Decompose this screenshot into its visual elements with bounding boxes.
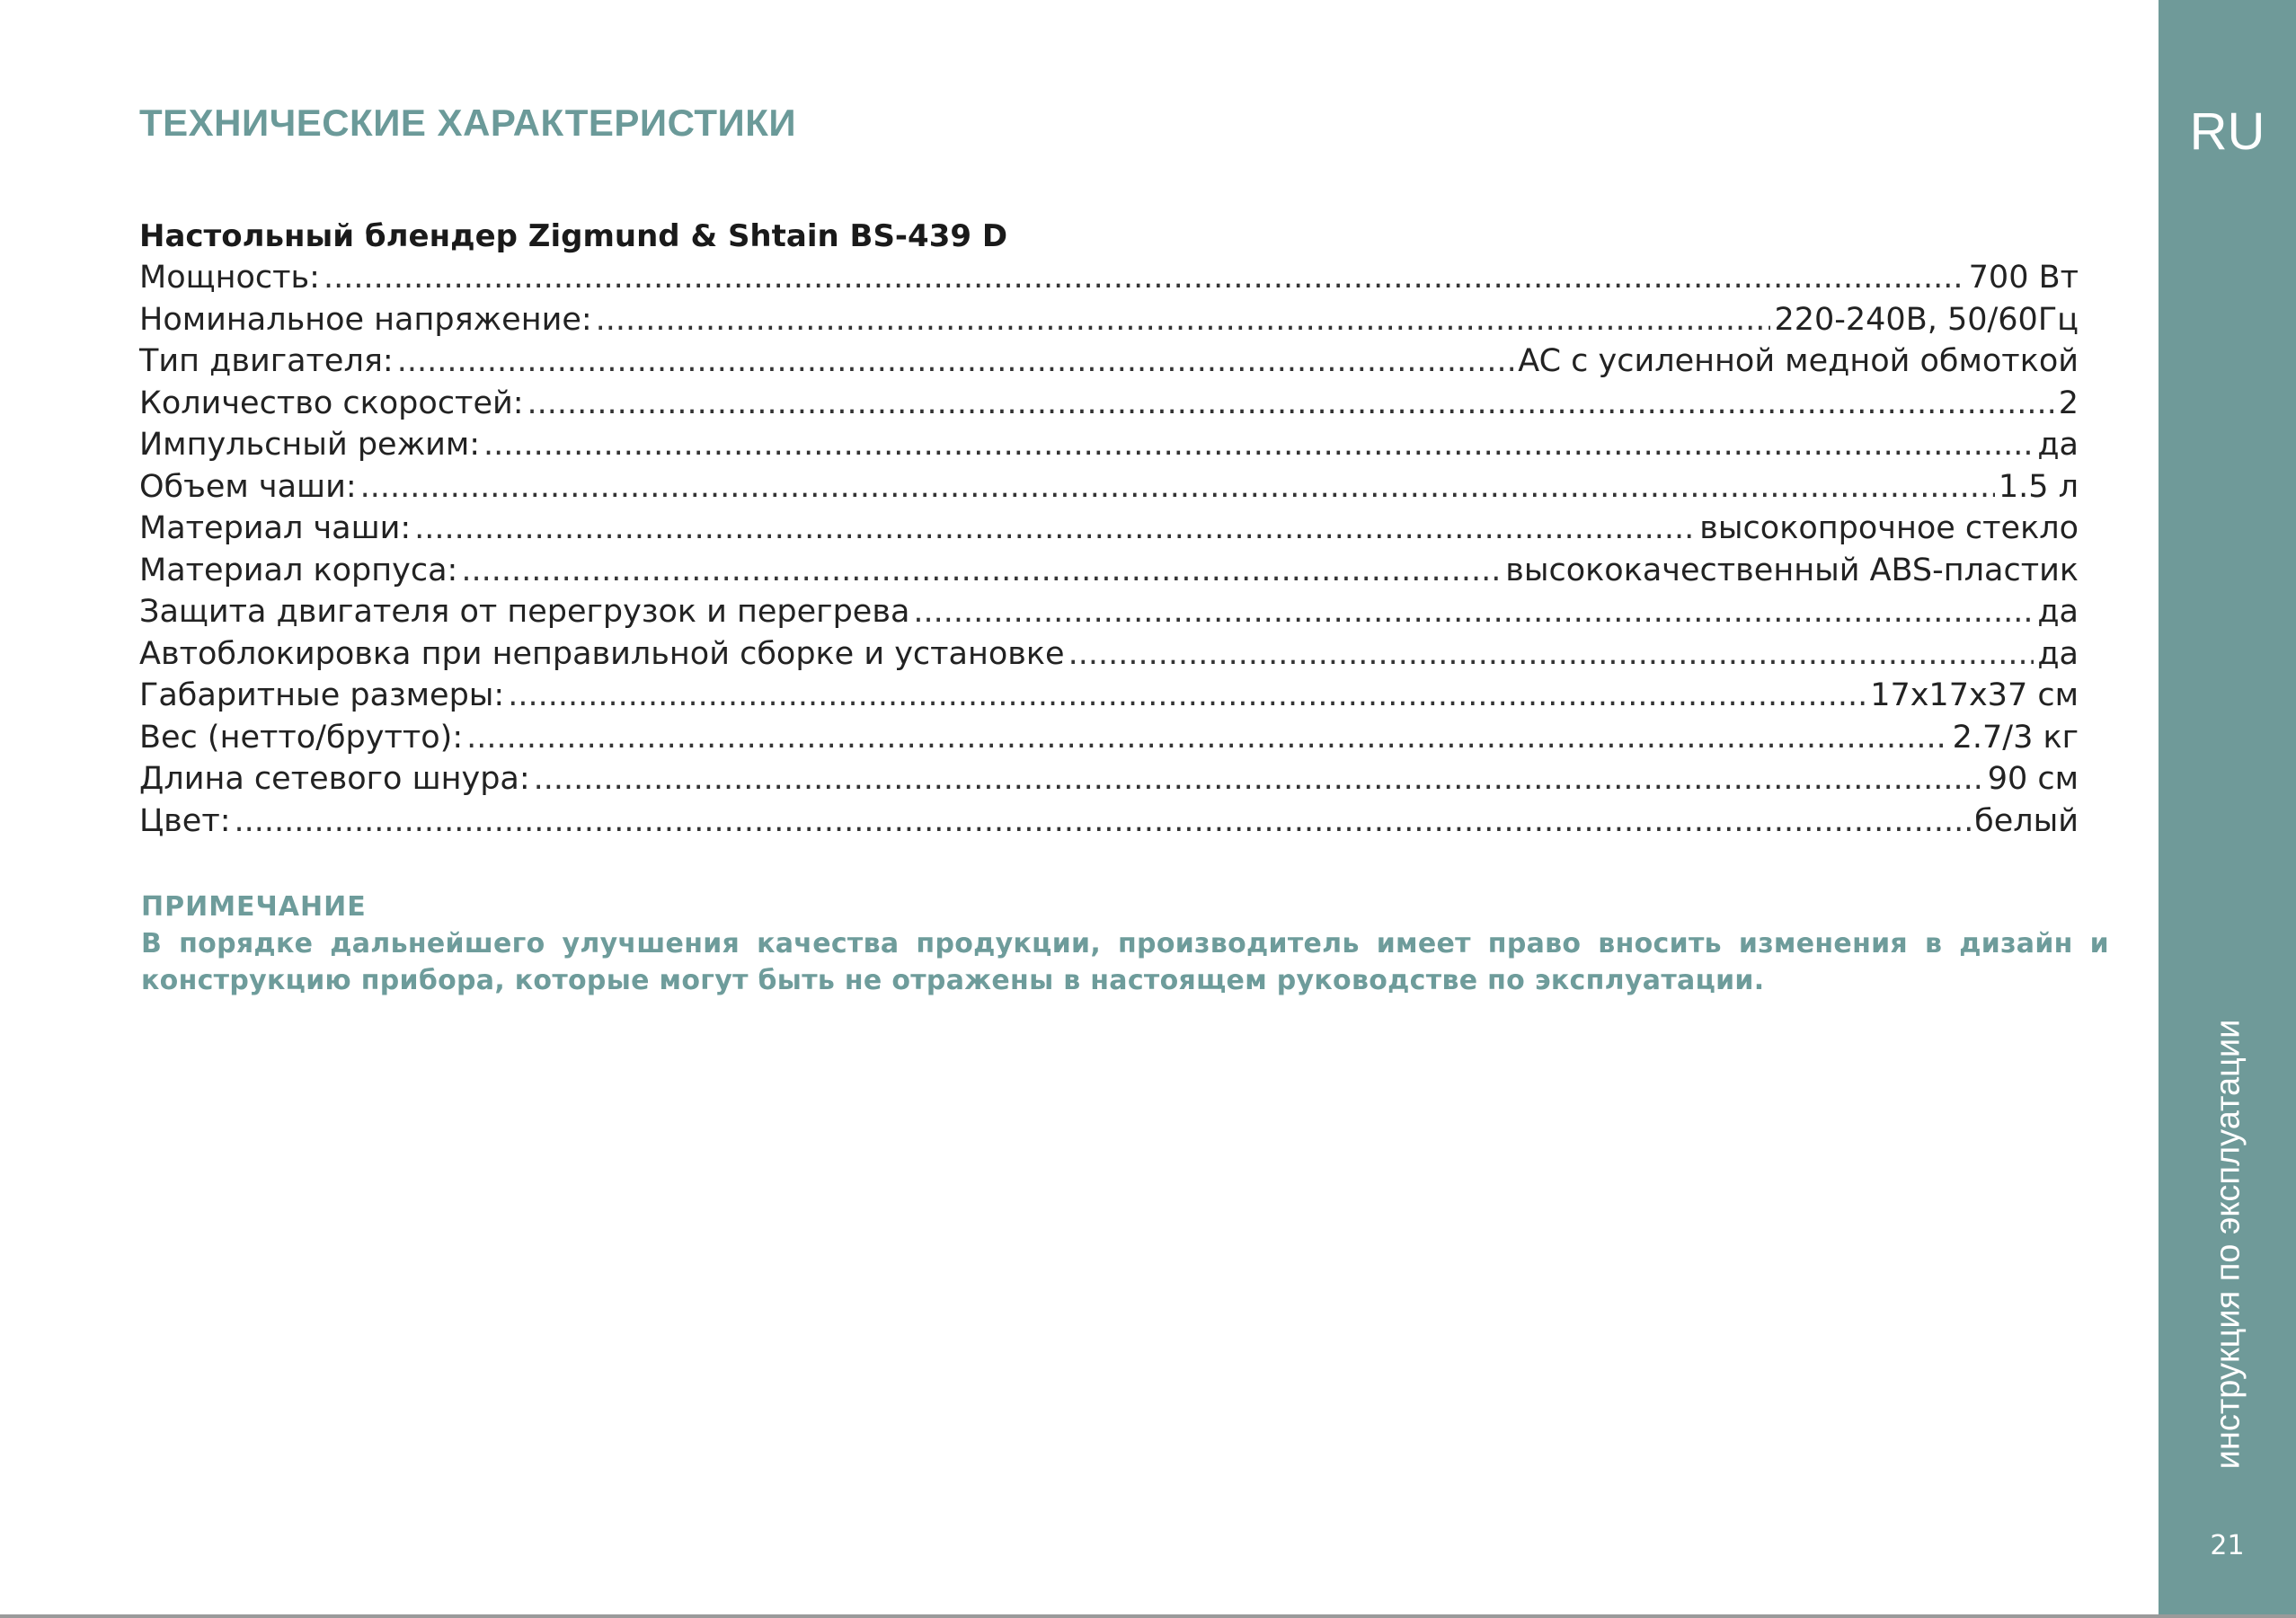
dot-leader (534, 758, 1984, 800)
spec-label: Цвет: (139, 802, 231, 839)
spec-label: Мощность: (139, 260, 320, 296)
spec-row-weight (139, 717, 2079, 759)
note-block (141, 889, 2109, 999)
spec-value: высокопрочное стекло (1699, 510, 2079, 546)
dot-leader (527, 383, 2055, 425)
spec-label: Длина сетевого шнура: (139, 761, 530, 797)
spec-label: Количество скоростей: (139, 385, 524, 421)
page-number: 21 (2210, 1530, 2245, 1561)
dot-leader (397, 340, 1515, 383)
spec-label: Автоблокировка при неправильной сборке и установке (139, 635, 1065, 672)
side-caption: инструкция по эксплуатации (2209, 1019, 2247, 1470)
dot-leader (461, 550, 1502, 592)
spec-value: 1.5 л (1998, 468, 2079, 505)
spec-row-speeds (139, 383, 2079, 425)
spec-label: Импульсный режим: (139, 427, 481, 463)
spec-value: 2 (2058, 385, 2079, 421)
dot-leader (360, 466, 1995, 508)
spec-label: Защита двигателя от перегрузок и перегрева (139, 594, 910, 630)
spec-value: 220-240В, 50/60Гц (1774, 301, 2079, 338)
spec-label: Габаритные размеры: (139, 677, 505, 713)
spec-value: высококачественный ABS-пластик (1505, 552, 2079, 588)
page-title: ТЕХНИЧЕСКИЕ ХАРАКТЕРИСТИКИ (139, 102, 797, 144)
spec-label: Номинальное напряжение: (139, 301, 592, 338)
spec-value: 90 см (1987, 761, 2079, 797)
spec-row-bowl-volume (139, 466, 2079, 508)
spec-row-cord-length (139, 758, 2079, 800)
spec-value: да (2037, 594, 2079, 630)
spec-row-power (139, 257, 2079, 299)
note-title: ПРИМЕЧАНИЕ (141, 891, 367, 923)
spec-value: 700 Вт (1968, 260, 2079, 296)
spec-value: 17x17x37 см (1870, 677, 2079, 713)
spec-row-dimensions (139, 675, 2079, 717)
spec-label: Материал корпуса: (139, 552, 458, 588)
bottom-rule (0, 1614, 2296, 1618)
dot-leader (508, 675, 1866, 717)
spec-value: да (2037, 427, 2079, 463)
spec-row-body-material (139, 550, 2079, 592)
dot-leader (466, 717, 1948, 759)
spec-label: Тип двигателя: (139, 343, 394, 379)
dot-leader (596, 299, 1771, 341)
spec-row-motor-type (139, 340, 2079, 383)
spec-value: белый (1974, 802, 2079, 839)
spec-row-color (139, 800, 2079, 843)
spec-label: Объем чаши: (139, 468, 357, 505)
dot-leader (235, 800, 1972, 843)
spec-label: Материал чаши: (139, 510, 412, 546)
dot-leader (414, 508, 1696, 550)
spec-row-bowl-material (139, 508, 2079, 550)
spec-list (139, 216, 2079, 842)
dot-leader (324, 257, 1965, 299)
spec-row-pulse-mode (139, 424, 2079, 466)
note-text: В порядке дальнейшего улучшения качества продукции, производитель имеет право вносить изменения в дизайн и конструкцию прибора, которые могут быть не отражены в настоящем руководстве по эксплуатации. (141, 928, 2109, 996)
dot-leader (483, 424, 2034, 466)
spec-value: да (2037, 635, 2079, 672)
language-label: RU (2189, 102, 2265, 161)
spec-value: 2.7/3 кг (1952, 719, 2079, 756)
spec-row-motor-protection (139, 591, 2079, 633)
dot-leader (913, 591, 2034, 633)
spec-row-auto-lock (139, 633, 2079, 676)
spec-value: AC с усиленной медной обмоткой (1518, 343, 2079, 379)
product-title: Настольный блендер Zigmund & Shtain BS-439 D (139, 218, 1008, 254)
spec-label: Вес (нетто/брутто): (139, 719, 464, 756)
spec-row-voltage (139, 299, 2079, 341)
dot-leader (1068, 633, 2034, 676)
